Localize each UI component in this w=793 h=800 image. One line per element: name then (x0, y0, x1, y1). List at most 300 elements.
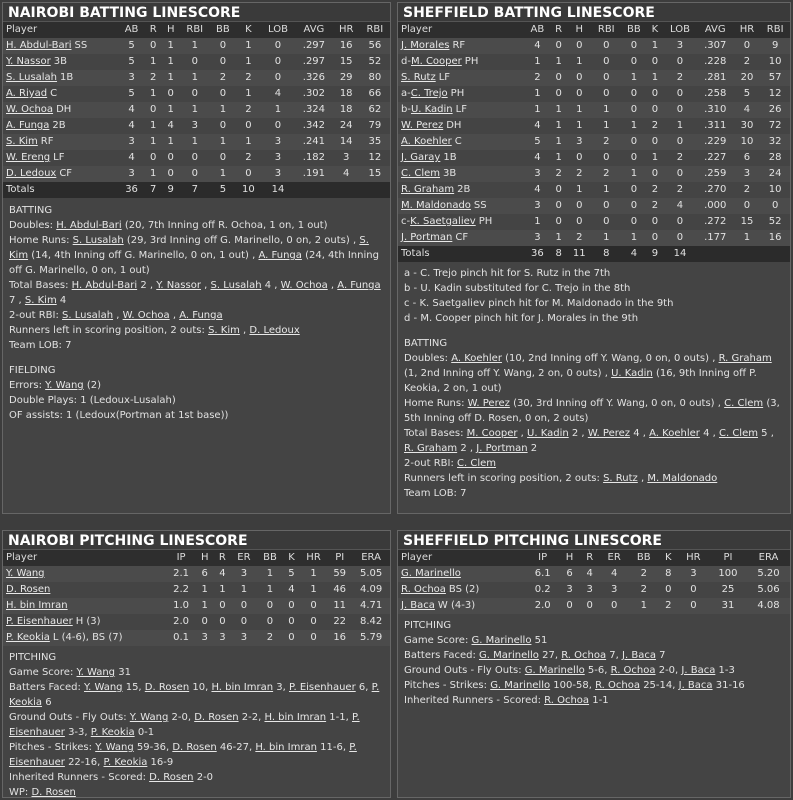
player-cell (398, 118, 525, 134)
player-link[interactable]: S. Rutz (401, 72, 436, 83)
player-link[interactable]: J. Baca (401, 600, 435, 611)
stat-cell: 11 (333, 600, 347, 611)
stat-cell: 24 (768, 168, 782, 179)
player-link[interactable]: D. Rosen (144, 682, 190, 693)
player-link[interactable]: P. Eisenhauer (289, 682, 356, 693)
stat-cell: 4 (610, 568, 618, 579)
player-link[interactable]: W. Ereng (6, 152, 51, 163)
sub-prefix: d- (401, 56, 411, 67)
stat-cell: 1 (219, 584, 226, 595)
stat-cell: 1 (245, 40, 252, 51)
player-link[interactable]: D. Rosen (149, 772, 194, 783)
player-link[interactable]: Y. Nassor (6, 56, 51, 67)
table-row (3, 134, 390, 150)
stat-cell: 4 (534, 120, 541, 131)
player-link[interactable]: S. Lusalah (62, 310, 114, 321)
player-link[interactable]: H. Abdul-Bari (71, 280, 138, 291)
player-link[interactable]: S. Lusalah (72, 235, 124, 246)
stat-cell: 0 (586, 600, 593, 611)
player-link[interactable]: A. Funga (179, 310, 223, 321)
stat-cell: 5 (128, 56, 135, 67)
player-cell (3, 566, 166, 582)
player-position: DH (446, 120, 462, 131)
player-position: LF (53, 152, 65, 163)
stat-cell: 0 (219, 40, 227, 51)
stat-cell: .311 (704, 120, 727, 131)
stat-cell: 0 (566, 600, 573, 611)
stat-cell: 9 (771, 40, 779, 51)
stat-cell: 25 (721, 584, 735, 595)
player-link[interactable]: P. Keokia (9, 682, 380, 708)
player-cell (398, 214, 525, 230)
stat-cell: 2 (534, 72, 541, 83)
sub-prefix: b- (401, 104, 411, 115)
sheffield-batting-table (398, 22, 790, 262)
player-position: SS (473, 200, 487, 211)
stat-cell: 1 (651, 152, 659, 163)
player-link[interactable]: D. Ledoux (249, 325, 300, 336)
table-row (398, 150, 790, 166)
stat-cell: 2 (555, 168, 562, 179)
batters-faced-line: Batters Faced: Y. Wang 15, D. Rosen 10, H. bin Imran 3, P. Eisenhauer 6, P. Keokia 6 (9, 682, 380, 708)
player-link[interactable]: R. Graham (404, 443, 458, 454)
player-link[interactable]: C. Clem (724, 398, 764, 409)
stat-cell: 3 (534, 168, 541, 179)
player-link[interactable]: G. Marinello (471, 635, 532, 646)
total-cell: 7 (191, 184, 198, 195)
team-lob: Team LOB: 7 (404, 488, 467, 499)
total-cell (360, 182, 390, 198)
stat-cell: 3 (534, 200, 541, 211)
stat-cell: .182 (302, 152, 326, 163)
player-link[interactable]: P. Keokia (90, 727, 135, 738)
player-link[interactable]: J. Portman (476, 443, 528, 454)
stat-cell: 1 (651, 72, 659, 83)
ground-fly-line: Ground Outs - Fly Outs: Y. Wang 2-0, D. Rosen 2-2, H. bin Imran 1-1, P. Eisenhauer 3-3, P. Keokia 0-1 (9, 712, 360, 738)
player-link[interactable]: J. Morales (401, 40, 450, 51)
stat-cell: 0 (310, 600, 317, 611)
table-row (398, 214, 790, 230)
player-link[interactable]: R. Ochoa (610, 665, 656, 676)
stat-cell: 1 (167, 40, 174, 51)
totals-label: Totals (401, 248, 430, 259)
table-row (398, 38, 790, 54)
stat-cell: 46 (333, 584, 347, 595)
stat-cell: 0 (191, 152, 198, 163)
totals-label: Totals (6, 184, 35, 195)
stat-cell: 1 (150, 136, 157, 147)
player-link[interactable]: J. Baca (622, 650, 656, 661)
stat-cell: 1 (274, 104, 282, 115)
pitching-section-label: PITCHING (404, 620, 452, 631)
player-link[interactable]: D. Rosen (31, 787, 76, 798)
player-link[interactable]: W. Ochoa (280, 280, 328, 291)
stat-cell: 1 (266, 584, 274, 595)
stat-cell: 2 (150, 72, 157, 83)
stat-cell: 0 (310, 632, 317, 643)
player-link[interactable]: Y. Wang (45, 380, 84, 391)
stat-cell: 4 (128, 120, 135, 131)
stat-cell: .272 (704, 216, 727, 227)
player-link[interactable]: W. Perez (401, 120, 444, 131)
stat-cell: 1 (576, 120, 583, 131)
stat-cell: 0 (651, 56, 659, 67)
stat-cell: 0 (676, 56, 684, 67)
col-header: IP (538, 552, 548, 563)
stat-cell: 0 (603, 88, 610, 99)
player-link[interactable]: R. Graham (401, 184, 455, 195)
player-link[interactable]: M. Maldonado (647, 473, 718, 484)
player-link[interactable]: A. Koehler (451, 353, 502, 364)
player-link[interactable]: U. Kadin (527, 428, 569, 439)
player-position: DH (56, 104, 72, 115)
stat-cell: 0 (555, 200, 562, 211)
player-link[interactable]: W. Ochoa (122, 310, 170, 321)
stat-cell: 2 (576, 232, 583, 243)
pitching-section-label: PITCHING (9, 652, 57, 663)
stat-cell: 56 (368, 40, 382, 51)
player-link[interactable]: P. Eisenhauer (9, 712, 360, 738)
player-link[interactable]: S. Kim (24, 295, 57, 306)
stat-cell: 0 (576, 200, 583, 211)
player-link[interactable]: A. Funga (258, 250, 302, 261)
col-header: Player (401, 552, 433, 563)
stat-cell: 4.09 (359, 584, 383, 595)
stat-cell: 5.79 (359, 632, 383, 643)
stat-cell: 0 (651, 168, 659, 179)
nairobi-batting-panel (2, 2, 391, 514)
player-link[interactable]: C. Clem (718, 428, 758, 439)
player-link[interactable]: G. Marinello (490, 680, 551, 691)
total-cell: 10 (242, 184, 255, 195)
col-header: LOB (268, 24, 288, 35)
player-cell (3, 150, 119, 166)
stat-cell: 2 (676, 72, 684, 83)
player-link[interactable]: G. Marinello (479, 650, 539, 661)
player-link[interactable]: R. Ochoa (401, 584, 446, 595)
sheffield-pitching-title: SHEFFIELD PITCHING LINESCORE (398, 531, 790, 550)
stat-cell: 0 (274, 56, 282, 67)
player-link[interactable]: Y. Wang (95, 742, 134, 753)
player-link[interactable]: Y. Wang (129, 712, 169, 723)
stat-cell: .281 (704, 72, 727, 83)
game-score-line: Game Score: G. Marinello 51 (404, 635, 548, 646)
player-link[interactable]: A. Funga (6, 120, 50, 131)
player-cell (3, 166, 119, 182)
player-link[interactable]: J. Portman (401, 232, 453, 243)
stat-cell: 1 (201, 600, 208, 611)
stat-cell: 26 (768, 104, 782, 115)
stat-cell: .342 (302, 120, 326, 131)
player-link[interactable]: H. Abdul-Bari (56, 220, 122, 231)
sheffield-batting-title: SHEFFIELD BATTING LINESCORE (398, 3, 790, 22)
home-runs-line: Home Runs: W. Perez (30, 3rd Inning off Y. Wang, 0 on, 0 outs) , C. Clem (3, 5th Inning off D. Rosen, 0 on, 2 outs) (404, 398, 780, 424)
stat-cell: 0 (630, 40, 638, 51)
player-link[interactable]: A. Riyad (6, 88, 48, 99)
decision: L (4-6), BS (7) (52, 632, 123, 643)
col-header: BB (627, 24, 641, 35)
table-row (398, 230, 790, 246)
stat-cell: 0 (219, 616, 226, 627)
col-header: R (586, 552, 594, 563)
stat-cell: 3 (676, 40, 684, 51)
player-link[interactable]: D. Rosen (6, 584, 51, 595)
stat-cell: 0 (266, 600, 274, 611)
player-link[interactable]: A. Funga (337, 280, 381, 291)
player-position: 2B (457, 184, 471, 195)
stat-cell: 1 (576, 184, 583, 195)
player-link[interactable]: U. Kadin (410, 104, 453, 115)
table-row (398, 582, 790, 598)
stat-cell: 2 (219, 72, 227, 83)
stat-cell: 1 (555, 136, 562, 147)
player-position: PH (478, 216, 493, 227)
player-cell (398, 70, 525, 86)
stat-cell: 1 (603, 104, 610, 115)
stat-cell: 1 (534, 56, 541, 67)
player-cell (398, 598, 526, 614)
stat-cell: 4 (342, 168, 350, 179)
stat-cell: 3 (274, 136, 282, 147)
total-bases-line: Total Bases: M. Cooper , U. Kadin 2 , W. Perez 4 , A. Koehler 4 , C. Clem 5 , R. Graham 2 , J. Portman 2 (404, 428, 774, 454)
col-header: RBI (186, 24, 204, 35)
player-link[interactable]: J. Garay (401, 152, 441, 163)
stat-cell: 3 (274, 168, 282, 179)
player-link[interactable]: Y. Wang (6, 568, 45, 579)
stat-cell: 31 (721, 600, 735, 611)
player-link[interactable]: S. Kim (9, 235, 369, 261)
stat-cell: 0 (676, 104, 684, 115)
player-link[interactable]: C. Clem (401, 168, 440, 179)
errors-line: Errors: Y. Wang (2) (9, 380, 102, 391)
col-header: RBI (366, 24, 384, 35)
player-cell (3, 38, 119, 54)
player-link[interactable]: D. Rosen (194, 712, 239, 723)
stat-cell: 5 (743, 88, 751, 99)
player-link[interactable]: R. Graham (718, 353, 772, 364)
col-header: HR (338, 24, 354, 35)
stat-cell: 0 (245, 168, 252, 179)
two-out-rbi-line: 2-out RBI: C. Clem (404, 458, 497, 469)
stat-cell: 5.05 (359, 568, 383, 579)
col-header: HR (306, 552, 321, 563)
doubles-line: Doubles: H. Abdul-Bari (20, 7th Inning off R. Ochoa, 1 on, 1 out) (9, 220, 328, 231)
player-link[interactable]: S. Rutz (603, 473, 638, 484)
player-cell (398, 566, 526, 582)
player-link[interactable]: C. Clem (457, 458, 497, 469)
player-position: 1B (443, 152, 457, 163)
stat-cell: 6 (566, 568, 573, 579)
stat-cell: 3 (586, 584, 593, 595)
stat-cell: 4 (534, 152, 541, 163)
player-link[interactable]: M. Cooper (410, 56, 462, 67)
stat-cell: 3 (566, 584, 573, 595)
col-header: Player (6, 24, 38, 35)
stat-cell: 5 (128, 88, 135, 99)
stat-cell: 5 (128, 40, 135, 51)
stat-cell: 1 (555, 56, 562, 67)
col-header: AB (124, 24, 139, 35)
doubles-line: Doubles: A. Koehler (10, 2nd Inning off Y. Wang, 0 on, 0 outs) , R. Graham (1, 2nd Inning off Y. Wang, 2 on, 0 outs) , U. Kadin (16, 9th Inning off P. Keokia, 2 on, 1 out) (404, 353, 772, 394)
stat-cell: 15 (339, 56, 353, 67)
stat-cell: 0 (274, 40, 282, 51)
player-link[interactable]: K. Saetgaliev (410, 216, 476, 227)
col-header: AVG (704, 24, 726, 35)
player-link[interactable]: R. Ochoa (595, 680, 640, 691)
player-link[interactable]: M. Cooper (466, 428, 518, 439)
col-header: K (245, 24, 252, 35)
player-link[interactable]: J. Baca (681, 665, 716, 676)
total-cell: 9 (167, 184, 174, 195)
player-link[interactable]: H. bin Imran (211, 682, 274, 693)
player-link[interactable]: H. bin Imran (264, 712, 327, 723)
fielding-section-label: FIELDING (9, 365, 56, 376)
stat-cell: 2 (665, 600, 672, 611)
stat-cell: 4 (676, 200, 684, 211)
player-link[interactable]: R. Ochoa (561, 650, 607, 661)
stat-cell: 0 (676, 168, 684, 179)
player-cell (3, 582, 166, 598)
player-link[interactable]: H. bin Imran (255, 742, 317, 753)
player-link[interactable]: Y. Nassor (156, 280, 201, 291)
player-link[interactable]: A. Koehler (401, 136, 452, 147)
stat-cell: 0 (743, 40, 751, 51)
stat-cell: 12 (368, 152, 382, 163)
stat-cell: 2 (245, 152, 252, 163)
stat-cell: 0 (219, 88, 227, 99)
player-link[interactable]: C. Trejo (410, 88, 448, 99)
stat-cell: .258 (704, 88, 727, 99)
totals-row (398, 246, 790, 262)
stat-cell: 0 (555, 72, 562, 83)
player-link[interactable]: J. Baca (678, 680, 713, 691)
stat-cell: .324 (302, 104, 326, 115)
player-position: PH (450, 88, 465, 99)
stat-cell: 0 (665, 584, 672, 595)
total-cell (760, 246, 790, 262)
player-link[interactable]: S. Lusalah (6, 72, 58, 83)
stat-cell: 0 (690, 584, 697, 595)
stat-cell: 1 (191, 40, 198, 51)
stat-cell: 1 (191, 104, 198, 115)
stat-cell: 4.71 (359, 600, 383, 611)
player-link[interactable]: Y. Wang (76, 667, 116, 678)
col-header: K (651, 24, 659, 35)
player-link[interactable]: S. Kim (208, 325, 240, 336)
stat-cell: 52 (368, 56, 382, 67)
player-link[interactable]: P. Eisenhauer (9, 742, 357, 768)
stat-cell: 0 (576, 40, 583, 51)
stat-cell: 1 (167, 104, 174, 115)
stat-cell: 3 (690, 568, 697, 579)
player-link[interactable]: A. Koehler (649, 428, 700, 439)
stat-cell: 8.42 (359, 616, 383, 627)
col-header: ERA (758, 552, 779, 563)
player-link[interactable]: S. Kim (6, 136, 38, 147)
stat-cell: 4 (128, 152, 135, 163)
stat-cell: 2 (640, 568, 647, 579)
player-link[interactable]: M. Maldonado (401, 200, 471, 211)
player-link[interactable]: S. Lusalah (210, 280, 262, 291)
stat-cell: 0 (555, 88, 562, 99)
stat-cell: 5.06 (757, 584, 780, 595)
stat-cell: 3 (128, 72, 135, 83)
stat-cell: 3 (610, 584, 618, 595)
player-link[interactable]: W. Perez (467, 398, 510, 409)
player-link[interactable]: P. Keokia (6, 632, 50, 643)
player-link[interactable]: G. Marinello (524, 665, 585, 676)
table-row (3, 566, 390, 582)
stat-cell: 1 (555, 152, 562, 163)
stat-cell: 2.1 (173, 568, 190, 579)
nairobi-batting-table (3, 22, 390, 198)
player-cell (3, 134, 119, 150)
stat-cell: 3 (240, 632, 248, 643)
stat-cell: 0 (288, 632, 295, 643)
stat-cell: 0.1 (173, 632, 190, 643)
stat-cell: 4 (274, 88, 282, 99)
table-row (3, 54, 390, 70)
stat-cell: 79 (368, 120, 382, 131)
stat-cell: 0 (240, 616, 248, 627)
player-link[interactable]: U. Kadin (611, 368, 653, 379)
stat-cell: 1 (630, 120, 638, 131)
stat-cell: 0 (630, 88, 638, 99)
player-link[interactable]: D. Rosen (172, 742, 217, 753)
stat-cell: 1 (576, 56, 583, 67)
player-link[interactable]: R. Ochoa (544, 695, 590, 706)
table-row (3, 102, 390, 118)
player-link[interactable]: P. Keokia (103, 757, 148, 768)
risp-line: Runners left in scoring position, 2 outs: S. Rutz , M. Maldonado (404, 473, 718, 484)
total-cell: 5 (219, 184, 227, 195)
player-link[interactable]: P. Eisenhauer (6, 616, 73, 627)
stat-cell: 1 (603, 120, 610, 131)
table-row (398, 166, 790, 182)
table-row (398, 566, 790, 582)
sub-prefix: c- (401, 216, 411, 227)
stat-cell: 0 (630, 56, 638, 67)
player-position: SS (74, 40, 88, 51)
player-link[interactable]: H. Abdul-Bari (6, 40, 72, 51)
player-position: PH (464, 56, 479, 67)
stat-cell: 1.0 (173, 600, 190, 611)
stat-cell: 72 (768, 120, 782, 131)
player-link[interactable]: H. bin Imran (6, 600, 68, 611)
total-cell: 4 (630, 248, 638, 259)
stat-cell: 0 (743, 200, 751, 211)
stat-cell: 0 (167, 152, 174, 163)
table-row (398, 598, 790, 614)
stat-cell: 3 (342, 152, 350, 163)
table-row (398, 198, 790, 214)
player-link[interactable]: G. Marinello (401, 568, 461, 579)
stat-cell: .297 (302, 40, 326, 51)
stat-cell: 32 (768, 136, 782, 147)
stat-cell: 4 (586, 568, 593, 579)
table-row (3, 70, 390, 86)
stat-cell: 16 (333, 632, 347, 643)
player-link[interactable]: W. Perez (587, 428, 631, 439)
stat-cell: 2.0 (173, 616, 190, 627)
stat-cell: 0 (576, 72, 583, 83)
stat-cell: 4 (219, 568, 226, 579)
player-link[interactable]: D. Ledoux (6, 168, 57, 179)
stat-cell: 3 (534, 232, 541, 243)
player-link[interactable]: Y. Wang (84, 682, 123, 693)
player-link[interactable]: W. Ochoa (6, 104, 54, 115)
sub-note: d - M. Cooper pinch hit for J. Morales in the 9th (404, 313, 639, 324)
